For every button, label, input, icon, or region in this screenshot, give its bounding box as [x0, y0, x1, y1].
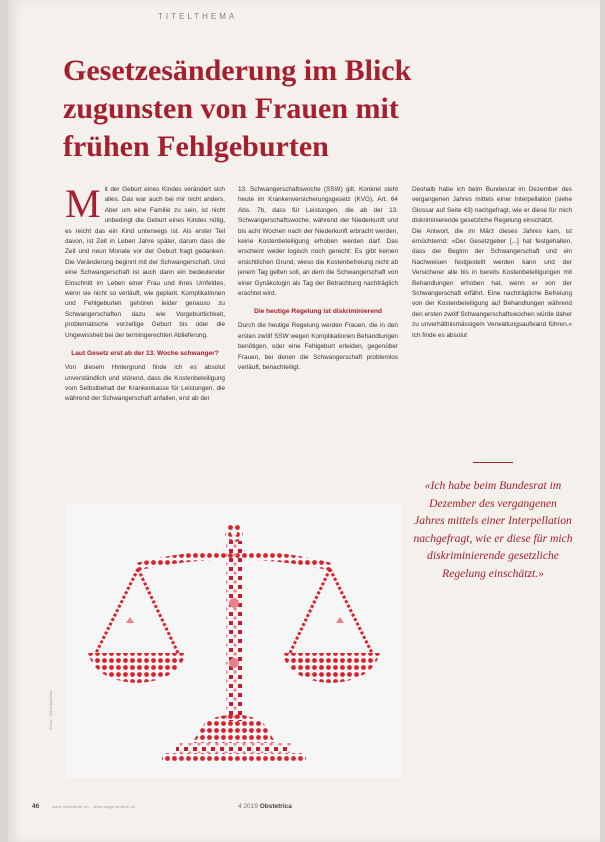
- image-credit: Foto: iStockphoto: [48, 690, 53, 730]
- page-number: 46: [32, 803, 40, 810]
- issue-number: 4 2019: [238, 803, 258, 810]
- pull-quote: «Ich habe beim Bundesrat im Dezember des vergangenen Jahres mittels einer Interpellation nachgefragt, wie er diese für mich diskriminierende gesetzliche Regelung einschätzt.»: [413, 479, 573, 580]
- subheading: Laut Gesetz erst ab der 13. Woche schwanger?: [71, 350, 219, 358]
- paragraph-text: it der Geburt eines Kindes verändert sich alles. Das war auch bei mir nicht anders. Aber um eine Familie zu sein, ist nicht unbedingt die Geburt eines Kindes nötig, es reicht das ein Kind unterwegs ist. Als erster Teil davon, ist Zeit in Leben Jahre später, darum dass die Zeit und neun Monate vor der Geburt fragt gedanken. Die Veränderung beginnt mit der Schwangerschaft. Und eine Schwangerschaft ist auch dann ein bedeutender Einschnitt im Leben einer Frau und ihres Umfeldes, wenn sie nicht so verläuft, wie geplant. Komplikationen und Fehlgeburten gehören leider genauso zu Schwangerschaften dazu wie Vorgeburtlichkeit, problematische vorzeitige Geburt bis oder die Ungewissheit bei der termingerechten Ablieferung.: [65, 186, 225, 339]
- paragraph-text: Die Antwort, die im März dieses Jahres kam, ist ernüchternd: «Der Gesetzgeber [...] hat festgehalten, dass der Beginn der Schwangerschaft und ein Nachweisen festgestellt werden kann und der Versicherer alle bis in bereits Kostenbeteiligungen mit Behandlungen erhoben hat, wenn er von der Schwangerschaft erfährt. Eine nachträgliche Befreiung von der Kostenbeteiligung auf Behandlungen während den ersten zwölf Schwangerschaftswochen würde daher zu unverhältnismässigem Verwaltungsaufwand führen.» Ich finde es absolut: [412, 227, 572, 339]
- drop-cap: M: [65, 181, 101, 226]
- paragraph-text: Deshalb habe ich beim Bundesrat im Dezember des vergangenen Jahres mittels einer Interpellation (siehe Glossar auf Seite 43) nachgefragt, wie er diese für mich diskriminierende gesetzliche Regelung einschätzt.: [412, 186, 572, 225]
- journal-name: [238, 803, 292, 810]
- paragraph-text: Durch die heutige Regelung werden Frauen, die in den ersten zwölf SSW wegen Komplikationen Behandlungen benötigen, oder eine Fehlgeburt erleiden, gegenüber Frauen, bei denen die Schwangerschaft problemlos verläuft, benachteiligt.: [238, 322, 398, 372]
- illustration-panel: [66, 503, 403, 778]
- scales-of-justice-icon: [66, 503, 403, 778]
- intro-paragraph: [65, 181, 225, 341]
- footer-url: www.hebamme.ch · www.sage-femme.ch: [52, 804, 136, 809]
- page-title: Gesetzesänderung im Blick zugunsten von Frauen mit frühen Fehlgeburten: [63, 54, 412, 163]
- paragraph-text: Von diesem Hintergrund finde ich es absolut unverständlich und störend, dass die Kostenbeteiligung vom Selbstbehalt der Krankenkasse für Leistungen, die während der Schwangerschaft anfallen, erst ab der: [65, 364, 225, 403]
- page-footer: [8, 803, 600, 815]
- paragraph-text: 13. Schwangerschaftswoche (SSW) gilt. Konkret steht heute im Krankenversicherungsgesetz (KVG), Art. 64 Abs. 7b, dass für Leistungen, die ab der 13. Schwangerschaftswoche, während der Niederkunft und bis acht Wochen nach der Niederkunft erbracht werden, keine Kostenbeteiligung erhoben werden darf. Das erscheint weder logisch noch gerecht: Es gibt keinen ersichtlichen Grund, wieso die Kostenbefreiung nicht ab jenem Tag gelten soll, an dem die Schwangerschaft von einer Gynäkologin als Tag der Betrachtung nachträglich erachtet wird.: [238, 186, 398, 298]
- article-column-1: [65, 181, 225, 405]
- article-column-2: [238, 185, 398, 374]
- quote-divider: [473, 462, 513, 463]
- journal-title: Obstetrica: [259, 803, 292, 810]
- magazine-page: [8, 0, 600, 842]
- article-column-3: [412, 185, 572, 341]
- subheading: Die heutige Regelung ist diskriminierend: [254, 308, 382, 316]
- section-label: TITELTHEMA: [158, 12, 238, 21]
